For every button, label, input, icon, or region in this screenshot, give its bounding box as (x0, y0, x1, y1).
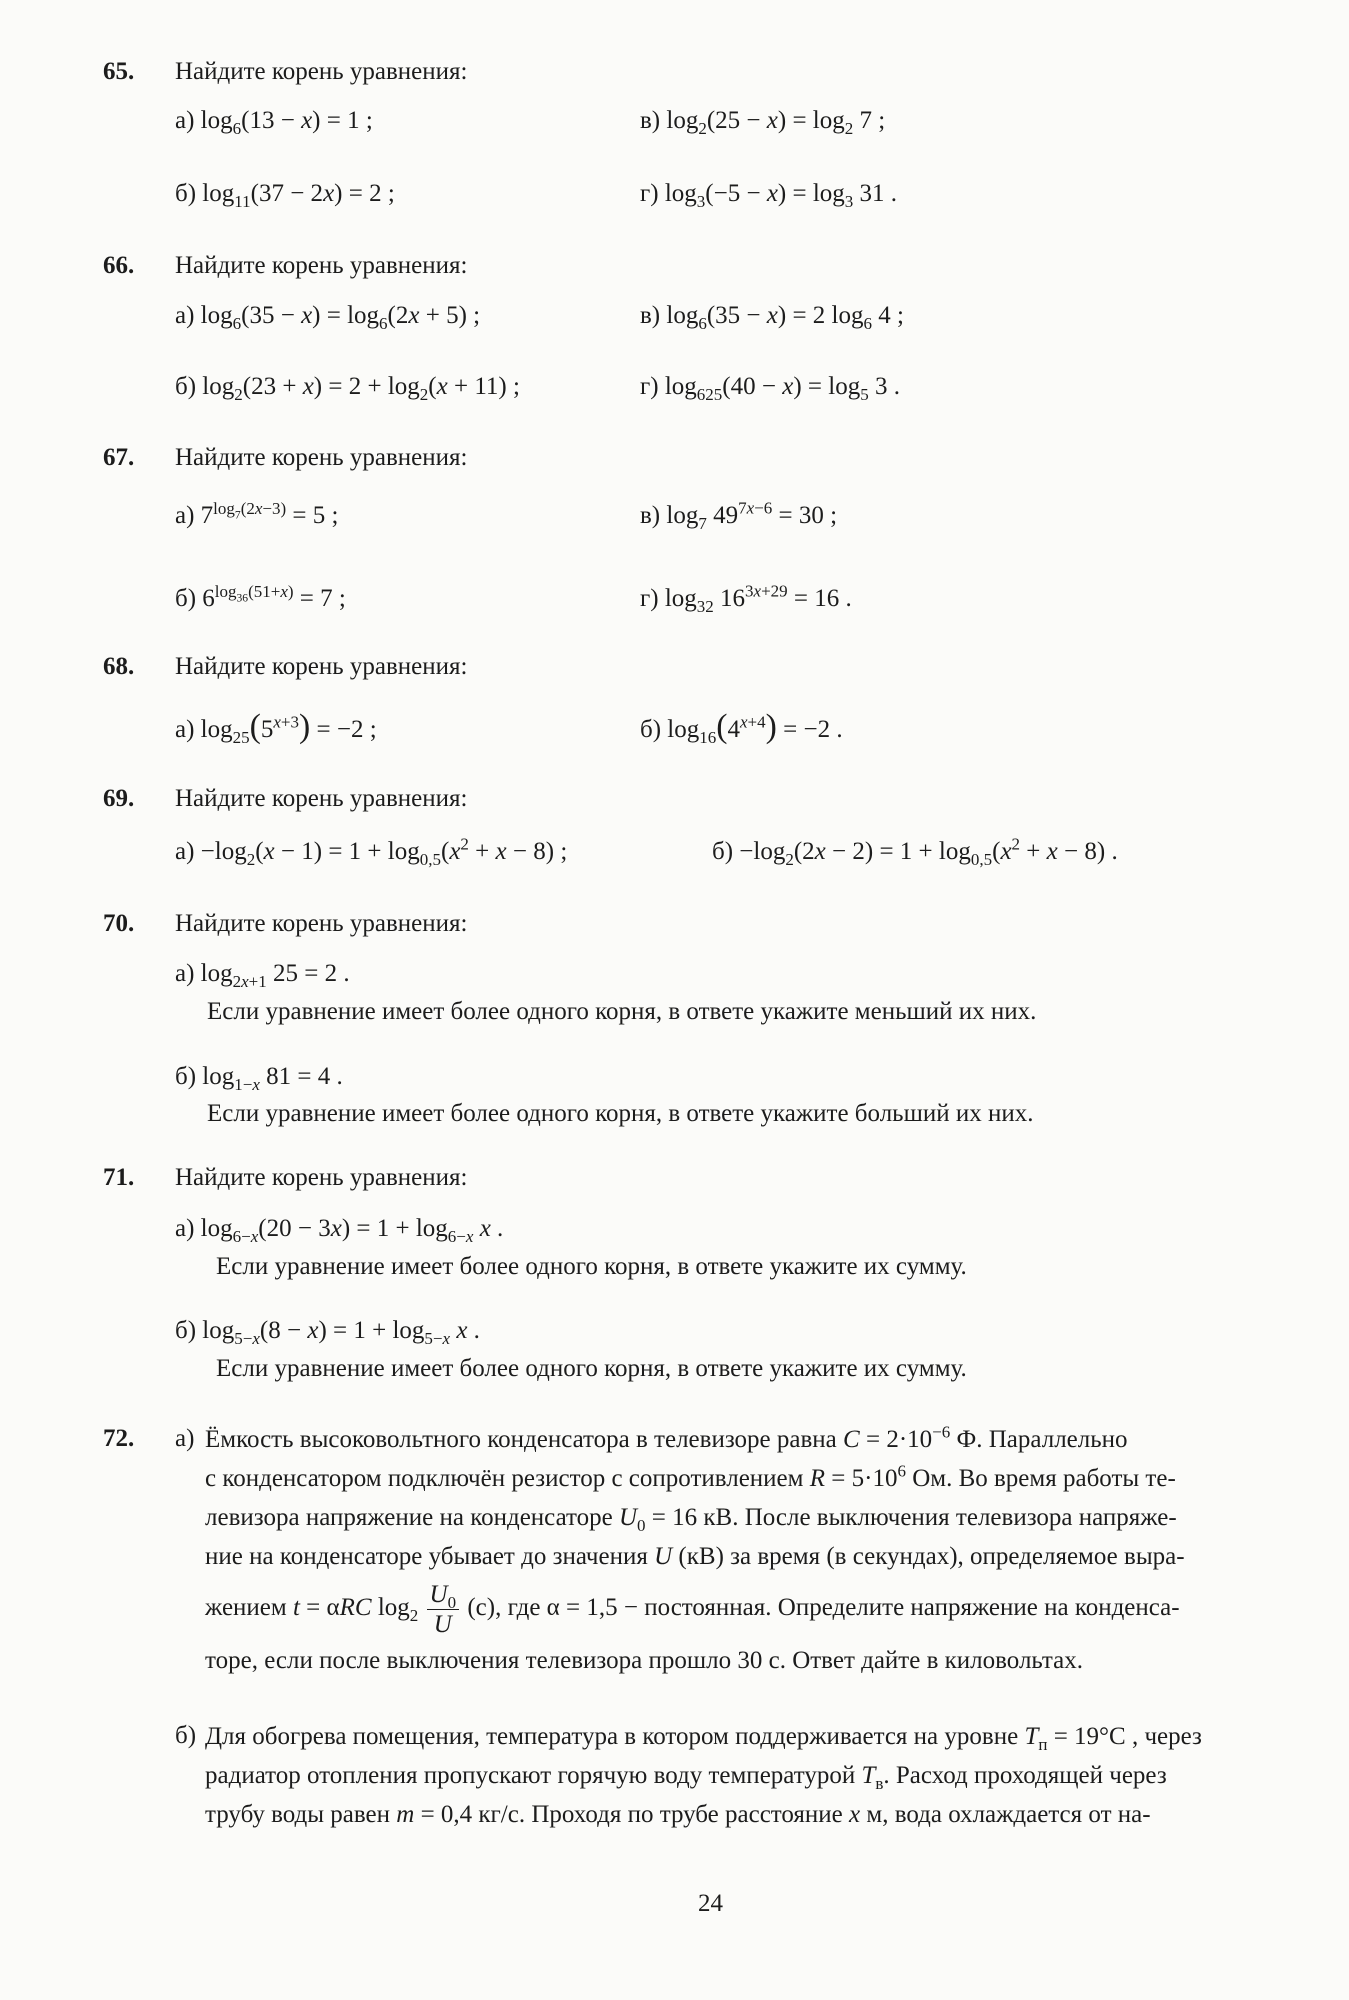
equation-65a: а) $\log_6(13 - x) = 1$ ; (175, 107, 373, 138)
problem-heading: Найдите корень уравнения: (175, 653, 468, 680)
equation-67v: в) $\log_7 49^{7x-6} = 30$ ; (640, 498, 838, 533)
equation-69b: $б) -\log_2(2x - 2) = 1 + \log_{0,5}(x^2 + x - 8)$ . (712, 834, 1118, 869)
equation-69a: $а) -\log_2(x - 1) = 1 + \log_{0,5}(x^2 + x - 8)$ ; (175, 834, 568, 869)
problem-heading: Найдите корень уравнения: (175, 252, 468, 279)
problem-72a-text: Ёмкость высоковольтного конденсатора в телевизоре равна $C = 2\cdot 10^{-6}$ Ф. Параллельно с конденсатором подключён резистор с сопротивлением $R = 5\cdot 10^6$ Ом. Во время работы те- левизора напряжение на конденсаторе $U_0 = 16$ кВ. После выключения телевизора напряже- ние на конденсаторе убывает до значения U (кВ) за время (в секундах), определяемое выра- жением t = αRC $\log_2$ $\frac{U_0}{U}$ (с), где α = 1,5 − постоянная. Определите напряжение на конденса- торе, если после выключения телевизора прошло 30 с. Ответ дайте в киловольтах. (205, 1422, 1185, 1674)
problem-heading: Найдите корень уравнения: (175, 1164, 468, 1191)
equation-66g: г) $\log_{625}(40 - x) = \log_5 3$ . (640, 373, 900, 404)
problem-number: 71. (103, 1164, 135, 1191)
equation-65g: г) $\log_3(-5 - x) = \log_3 31$ . (640, 180, 898, 211)
problem-72b-text: Для обогрева помещения, температура в котором поддерживается на уровне $T_п = 19^\circ C$ , через радиатор отопления пропускают горячую воду температурой $T_в$. Расход проходящей через трубу воды равен m = 0,4 кг/с. Проходя по трубе расстояние x м, вода охлаждается от на- (205, 1723, 1202, 1828)
note-71b: Если уравнение имеет более одного корня, в ответе укажите их сумму. (216, 1355, 967, 1382)
problem-number: 72. (103, 1425, 135, 1452)
equation-66v: в) $\log_6(35 - x) = 2$ $\log_6 4$ ; (640, 302, 904, 333)
page-number: 24 (698, 1890, 723, 1917)
equation-68a: а) $\log_{25}(5^{x+3}) = -2$ ; (175, 708, 377, 747)
equation-65v: в) $\log_2(25 - x) = \log_2 7$ ; (640, 107, 886, 138)
problem-heading: Найдите корень уравнения: (175, 58, 468, 85)
equation-67b: б) $6^{log_{36}(51+x)} = 7$ ; (175, 581, 346, 612)
problem-number: 68. (103, 653, 135, 680)
equation-65b: б) $\log_{11}(37 - 2x) = 2$ ; (175, 180, 395, 211)
part-label-72a: а) (175, 1425, 195, 1452)
equation-70a: а) $\log_{2x+1} 25 = 2$ . (175, 960, 350, 991)
note-70a: Если уравнение имеет более одного корня, в ответе укажите меньший их них. (207, 998, 1037, 1025)
problem-number: 70. (103, 910, 135, 937)
problem-number: 65. (103, 58, 135, 85)
equation-68b: б) $\log_{16}(4^{x+4}) = -2$ . (640, 708, 843, 747)
equation-66b: б) $\log_2(23 + x) = 2 + \log_2(x + 11)$ ; (175, 373, 520, 404)
problem-number: 69. (103, 785, 135, 812)
equation-67g: г) $\log_{32} 16^{3x+29} = 16$ . (640, 581, 852, 616)
equation-70b: б) $\log_{1-x} 81 = 4$ . (175, 1063, 343, 1094)
problem-heading: Найдите корень уравнения: (175, 444, 468, 471)
equation-71b: б) $\log_{5-x}(8 - x) = 1 + \log_{5-x} x$ . (175, 1317, 480, 1348)
equation-66a: а) $\log_6(35 - x) = \log_6(2x + 5)$ ; (175, 302, 481, 333)
note-70b: Если уравнение имеет более одного корня, в ответе укажите больший их них. (207, 1100, 1034, 1127)
problem-heading: Найдите корень уравнения: (175, 785, 468, 812)
equation-71a: а) $\log_{6-x}(20 - 3x) = 1 + \log_{6-x} x$ . (175, 1215, 504, 1246)
problem-heading: Найдите корень уравнения: (175, 910, 468, 937)
note-71a: Если уравнение имеет более одного корня, в ответе укажите их сумму. (216, 1253, 967, 1280)
part-label-72b: б) (175, 1722, 197, 1749)
equation-67a: а) $7^{log_7(2x-3)} = 5$ ; (175, 498, 339, 529)
problem-number: 67. (103, 444, 135, 471)
problem-number: 66. (103, 252, 135, 279)
